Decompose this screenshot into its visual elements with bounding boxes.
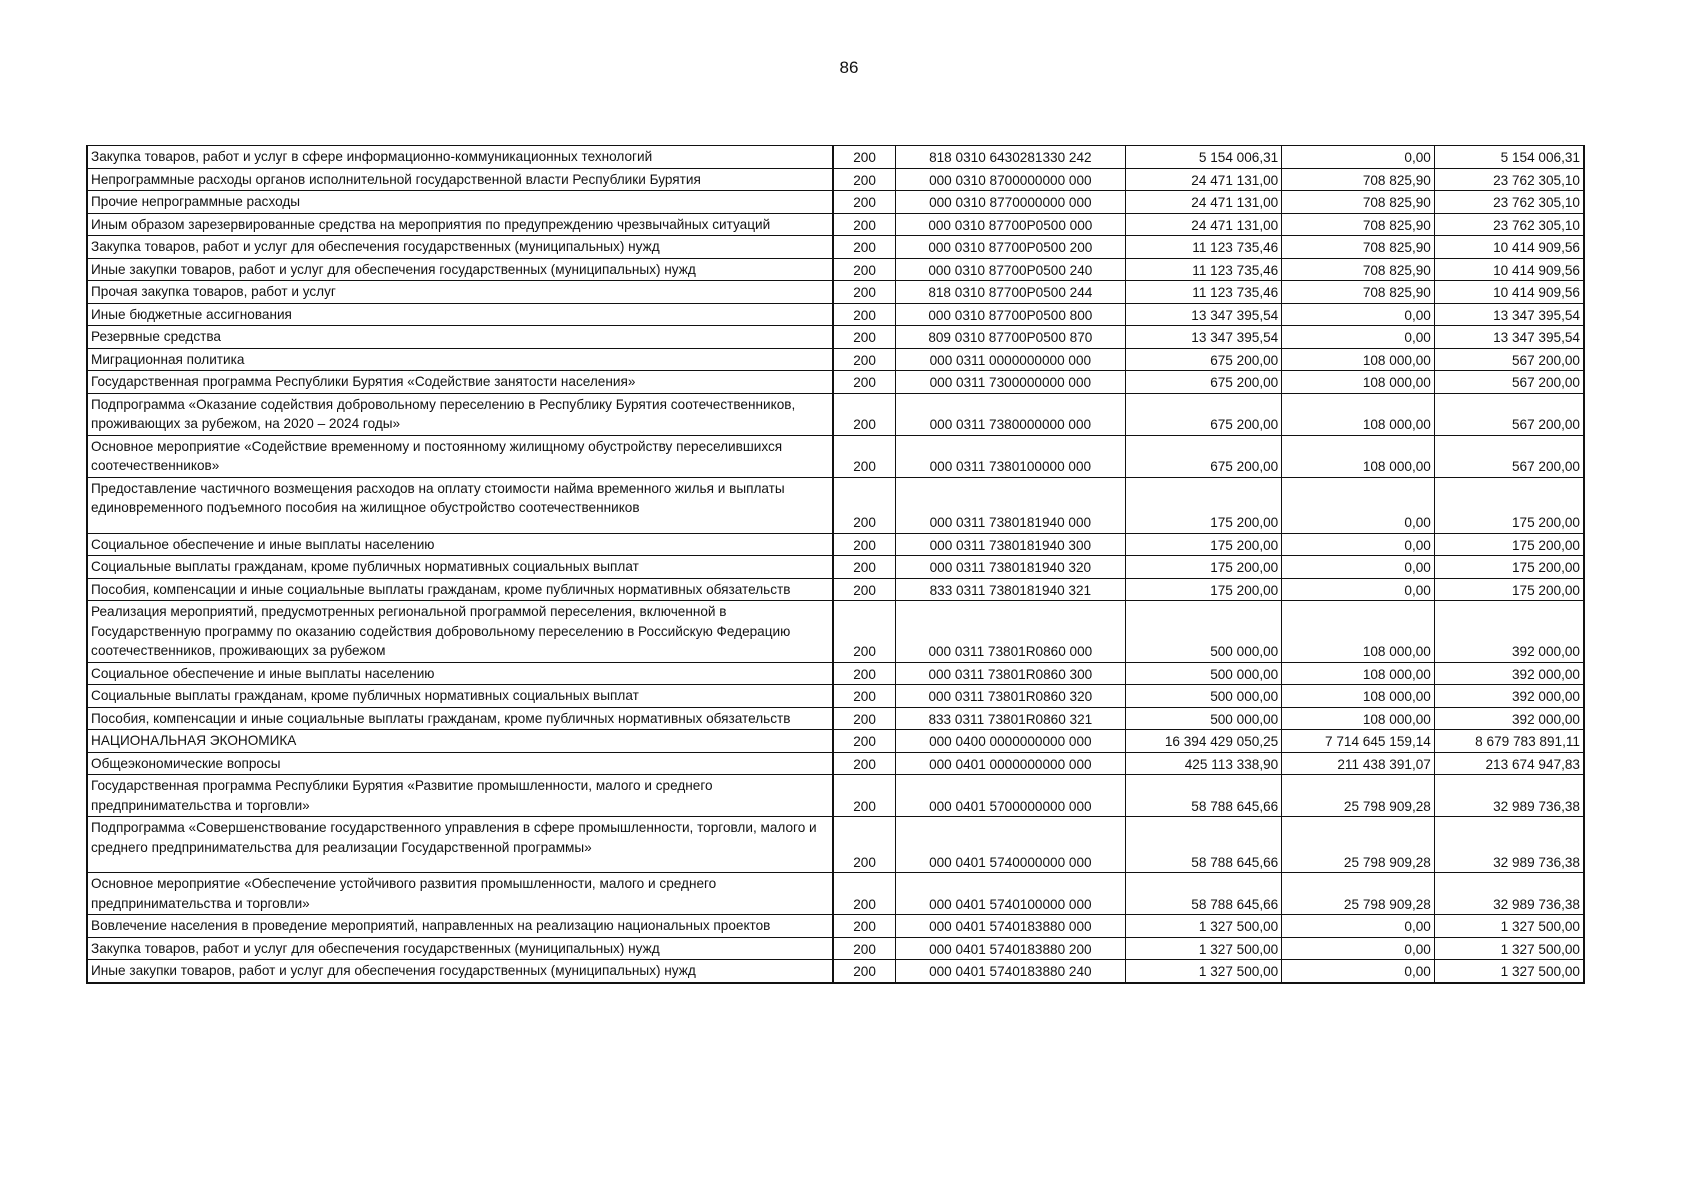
row-remaining-cell: 5 154 006,31 xyxy=(1434,146,1584,169)
row-remaining-cell: 8 679 783 891,11 xyxy=(1434,730,1584,753)
table-row xyxy=(87,685,1584,708)
row-executed-cell: 0,00 xyxy=(1282,477,1435,533)
row-classification-cell: 000 0311 7380100000 000 xyxy=(896,435,1125,477)
row-classification-cell: 818 0310 87700Р0500 244 xyxy=(896,281,1125,304)
row-approved-cell: 675 200,00 xyxy=(1125,393,1282,435)
row-approved-cell: 500 000,00 xyxy=(1125,685,1282,708)
row-remaining-cell: 13 347 395,54 xyxy=(1434,326,1584,349)
row-executed-cell: 108 000,00 xyxy=(1282,435,1435,477)
table-row xyxy=(87,707,1584,730)
row-name-cell: Реализация мероприятий, предусмотренных региональной программой переселения, включенной в Государственную программу по оказанию содействия добровольному переселению в Российскую Федерацию соотечественников, проживающих за рубежом xyxy=(87,601,833,663)
table-row xyxy=(87,873,1584,915)
row-approved-cell: 11 123 735,46 xyxy=(1125,258,1282,281)
row-name-cell: Иные бюджетные ассигнования xyxy=(87,303,833,326)
row-code-cell: 200 xyxy=(833,685,896,708)
row-executed-cell: 108 000,00 xyxy=(1282,662,1435,685)
row-remaining-cell: 23 762 305,10 xyxy=(1434,191,1584,214)
table-row xyxy=(87,730,1584,753)
row-classification-cell: 000 0401 5740183880 200 xyxy=(896,937,1125,960)
row-remaining-cell: 175 200,00 xyxy=(1434,556,1584,579)
row-code-cell: 200 xyxy=(833,578,896,601)
row-remaining-cell: 392 000,00 xyxy=(1434,685,1584,708)
row-approved-cell: 175 200,00 xyxy=(1125,477,1282,533)
row-classification-cell: 000 0310 8770000000 000 xyxy=(896,191,1125,214)
row-approved-cell: 500 000,00 xyxy=(1125,707,1282,730)
row-classification-cell: 833 0311 73801R0860 321 xyxy=(896,707,1125,730)
row-approved-cell: 175 200,00 xyxy=(1125,533,1282,556)
row-approved-cell: 5 154 006,31 xyxy=(1125,146,1282,169)
row-code-cell: 200 xyxy=(833,213,896,236)
row-executed-cell: 108 000,00 xyxy=(1282,685,1435,708)
row-remaining-cell: 567 200,00 xyxy=(1434,371,1584,394)
row-remaining-cell: 1 327 500,00 xyxy=(1434,960,1584,983)
row-approved-cell: 13 347 395,54 xyxy=(1125,303,1282,326)
row-name-cell: Иные закупки товаров, работ и услуг для обеспечения государственных (муниципальных) нужд xyxy=(87,258,833,281)
row-remaining-cell: 175 200,00 xyxy=(1434,477,1584,533)
row-executed-cell: 0,00 xyxy=(1282,326,1435,349)
row-code-cell: 200 xyxy=(833,348,896,371)
row-classification-cell: 000 0310 87700Р0500 000 xyxy=(896,213,1125,236)
row-classification-cell: 000 0401 5740000000 000 xyxy=(896,817,1125,873)
row-remaining-cell: 23 762 305,10 xyxy=(1434,168,1584,191)
row-approved-cell: 11 123 735,46 xyxy=(1125,281,1282,304)
row-remaining-cell: 1 327 500,00 xyxy=(1434,915,1584,938)
row-approved-cell: 675 200,00 xyxy=(1125,348,1282,371)
row-executed-cell: 0,00 xyxy=(1282,556,1435,579)
row-executed-cell: 0,00 xyxy=(1282,303,1435,326)
row-classification-cell: 000 0310 8700000000 000 xyxy=(896,168,1125,191)
row-classification-cell: 000 0310 87700Р0500 800 xyxy=(896,303,1125,326)
row-name-cell: Иным образом зарезервированные средства на мероприятия по предупреждению чрезвычайных ситуаций xyxy=(87,213,833,236)
row-executed-cell: 708 825,90 xyxy=(1282,168,1435,191)
row-executed-cell: 708 825,90 xyxy=(1282,281,1435,304)
row-code-cell: 200 xyxy=(833,707,896,730)
row-code-cell: 200 xyxy=(833,326,896,349)
row-classification-cell: 000 0311 7380000000 000 xyxy=(896,393,1125,435)
row-approved-cell: 58 788 645,66 xyxy=(1125,873,1282,915)
row-approved-cell: 175 200,00 xyxy=(1125,578,1282,601)
row-executed-cell: 0,00 xyxy=(1282,915,1435,938)
row-executed-cell: 25 798 909,28 xyxy=(1282,817,1435,873)
table-row xyxy=(87,937,1584,960)
row-code-cell: 200 xyxy=(833,556,896,579)
row-code-cell: 200 xyxy=(833,371,896,394)
table-row xyxy=(87,281,1584,304)
row-executed-cell: 708 825,90 xyxy=(1282,258,1435,281)
table-row xyxy=(87,775,1584,817)
row-remaining-cell: 213 674 947,83 xyxy=(1434,752,1584,775)
row-code-cell: 200 xyxy=(833,477,896,533)
row-classification-cell: 000 0400 0000000000 000 xyxy=(896,730,1125,753)
row-name-cell: Социальное обеспечение и иные выплаты населению xyxy=(87,662,833,685)
row-name-cell: Закупка товаров, работ и услуг для обеспечения государственных (муниципальных) нужд xyxy=(87,937,833,960)
row-remaining-cell: 567 200,00 xyxy=(1434,393,1584,435)
row-approved-cell: 675 200,00 xyxy=(1125,371,1282,394)
row-approved-cell: 24 471 131,00 xyxy=(1125,168,1282,191)
row-approved-cell: 24 471 131,00 xyxy=(1125,191,1282,214)
table-row xyxy=(87,191,1584,214)
table-row xyxy=(87,915,1584,938)
row-executed-cell: 0,00 xyxy=(1282,937,1435,960)
row-remaining-cell: 10 414 909,56 xyxy=(1434,258,1584,281)
table-row xyxy=(87,303,1584,326)
row-code-cell: 200 xyxy=(833,533,896,556)
row-executed-cell: 25 798 909,28 xyxy=(1282,775,1435,817)
row-remaining-cell: 392 000,00 xyxy=(1434,662,1584,685)
row-classification-cell: 000 0311 7380181940 300 xyxy=(896,533,1125,556)
row-code-cell: 200 xyxy=(833,435,896,477)
row-code-cell: 200 xyxy=(833,730,896,753)
row-code-cell: 200 xyxy=(833,258,896,281)
table-row xyxy=(87,393,1584,435)
row-executed-cell: 708 825,90 xyxy=(1282,191,1435,214)
table-row xyxy=(87,348,1584,371)
table-row xyxy=(87,168,1584,191)
table-row xyxy=(87,258,1584,281)
row-classification-cell: 000 0401 0000000000 000 xyxy=(896,752,1125,775)
row-code-cell: 200 xyxy=(833,393,896,435)
row-executed-cell: 108 000,00 xyxy=(1282,707,1435,730)
row-approved-cell: 11 123 735,46 xyxy=(1125,236,1282,259)
table-row xyxy=(87,533,1584,556)
row-code-cell: 200 xyxy=(833,281,896,304)
row-name-cell: НАЦИОНАЛЬНАЯ ЭКОНОМИКА xyxy=(87,730,833,753)
row-name-cell: Основное мероприятие «Обеспечение устойчивого развития промышленности, малого и среднего предпринимательства и торговли» xyxy=(87,873,833,915)
row-classification-cell: 000 0311 7300000000 000 xyxy=(896,371,1125,394)
row-code-cell: 200 xyxy=(833,236,896,259)
row-remaining-cell: 23 762 305,10 xyxy=(1434,213,1584,236)
row-code-cell: 200 xyxy=(833,915,896,938)
row-remaining-cell: 1 327 500,00 xyxy=(1434,937,1584,960)
row-classification-cell: 000 0401 5740183880 000 xyxy=(896,915,1125,938)
row-remaining-cell: 567 200,00 xyxy=(1434,348,1584,371)
row-classification-cell: 000 0311 73801R0860 300 xyxy=(896,662,1125,685)
row-classification-cell: 000 0311 7380181940 000 xyxy=(896,477,1125,533)
row-classification-cell: 809 0310 87700Р0500 870 xyxy=(896,326,1125,349)
row-approved-cell: 1 327 500,00 xyxy=(1125,937,1282,960)
row-remaining-cell: 10 414 909,56 xyxy=(1434,281,1584,304)
row-remaining-cell: 32 989 736,38 xyxy=(1434,817,1584,873)
row-executed-cell: 0,00 xyxy=(1282,960,1435,983)
row-executed-cell: 0,00 xyxy=(1282,146,1435,169)
row-classification-cell: 000 0310 87700Р0500 240 xyxy=(896,258,1125,281)
page-number: 86 xyxy=(839,58,859,77)
row-name-cell: Пособия, компенсации и иные социальные выплаты гражданам, кроме публичных нормативных обязательств xyxy=(87,707,833,730)
row-approved-cell: 1 327 500,00 xyxy=(1125,960,1282,983)
row-approved-cell: 425 113 338,90 xyxy=(1125,752,1282,775)
row-executed-cell: 108 000,00 xyxy=(1282,348,1435,371)
row-code-cell: 200 xyxy=(833,601,896,663)
row-remaining-cell: 175 200,00 xyxy=(1434,578,1584,601)
row-code-cell: 200 xyxy=(833,775,896,817)
row-classification-cell: 818 0310 6430281330 242 xyxy=(896,146,1125,169)
table-row xyxy=(87,601,1584,663)
row-executed-cell: 708 825,90 xyxy=(1282,236,1435,259)
row-name-cell: Непрограммные расходы органов исполнительной государственной власти Республики Бурятия xyxy=(87,168,833,191)
row-code-cell: 200 xyxy=(833,191,896,214)
row-name-cell: Основное мероприятие «Содействие временному и постоянному жилищному обустройству переселившихся соотечественников» xyxy=(87,435,833,477)
row-name-cell: Социальное обеспечение и иные выплаты населению xyxy=(87,533,833,556)
table-row xyxy=(87,477,1584,533)
row-executed-cell: 0,00 xyxy=(1282,578,1435,601)
row-code-cell: 200 xyxy=(833,873,896,915)
row-approved-cell: 58 788 645,66 xyxy=(1125,775,1282,817)
row-code-cell: 200 xyxy=(833,937,896,960)
row-remaining-cell: 392 000,00 xyxy=(1434,601,1584,663)
table-row xyxy=(87,371,1584,394)
row-approved-cell: 500 000,00 xyxy=(1125,601,1282,663)
row-name-cell: Пособия, компенсации и иные социальные выплаты гражданам, кроме публичных нормативных обязательств xyxy=(87,578,833,601)
row-executed-cell: 7 714 645 159,14 xyxy=(1282,730,1435,753)
row-executed-cell: 211 438 391,07 xyxy=(1282,752,1435,775)
row-approved-cell: 500 000,00 xyxy=(1125,662,1282,685)
row-executed-cell: 0,00 xyxy=(1282,533,1435,556)
table-row xyxy=(87,236,1584,259)
table-row xyxy=(87,960,1584,983)
table-row xyxy=(87,326,1584,349)
row-remaining-cell: 32 989 736,38 xyxy=(1434,775,1584,817)
row-approved-cell: 24 471 131,00 xyxy=(1125,213,1282,236)
table-row xyxy=(87,146,1584,169)
row-name-cell: Миграционная политика xyxy=(87,348,833,371)
row-code-cell: 200 xyxy=(833,817,896,873)
row-name-cell: Государственная программа Республики Бурятия «Содействие занятости населения» xyxy=(87,371,833,394)
row-code-cell: 200 xyxy=(833,960,896,983)
row-name-cell: Государственная программа Республики Бурятия «Развитие промышленности, малого и среднего предпринимательства и торговли» xyxy=(87,775,833,817)
row-executed-cell: 108 000,00 xyxy=(1282,393,1435,435)
row-classification-cell: 000 0311 73801R0860 320 xyxy=(896,685,1125,708)
row-executed-cell: 108 000,00 xyxy=(1282,371,1435,394)
row-name-cell: Подпрограмма «Оказание содействия добровольному переселению в Республику Бурятия соотечественников, проживающих за рубежом, на 2020 – 2024 годы» xyxy=(87,393,833,435)
row-code-cell: 200 xyxy=(833,303,896,326)
row-name-cell: Социальные выплаты гражданам, кроме публичных нормативных социальных выплат xyxy=(87,556,833,579)
row-remaining-cell: 175 200,00 xyxy=(1434,533,1584,556)
row-classification-cell: 000 0311 73801R0860 000 xyxy=(896,601,1125,663)
table-row xyxy=(87,662,1584,685)
row-remaining-cell: 13 347 395,54 xyxy=(1434,303,1584,326)
row-approved-cell: 1 327 500,00 xyxy=(1125,915,1282,938)
table-row xyxy=(87,578,1584,601)
row-classification-cell: 833 0311 7380181940 321 xyxy=(896,578,1125,601)
row-executed-cell: 108 000,00 xyxy=(1282,601,1435,663)
table-row xyxy=(87,817,1584,873)
row-classification-cell: 000 0311 7380181940 320 xyxy=(896,556,1125,579)
row-name-cell: Прочие непрограммные расходы xyxy=(87,191,833,214)
row-name-cell: Прочая закупка товаров, работ и услуг xyxy=(87,281,833,304)
row-executed-cell: 708 825,90 xyxy=(1282,213,1435,236)
table-row xyxy=(87,213,1584,236)
row-remaining-cell: 567 200,00 xyxy=(1434,435,1584,477)
row-code-cell: 200 xyxy=(833,752,896,775)
row-remaining-cell: 32 989 736,38 xyxy=(1434,873,1584,915)
row-classification-cell: 000 0311 0000000000 000 xyxy=(896,348,1125,371)
row-remaining-cell: 392 000,00 xyxy=(1434,707,1584,730)
row-approved-cell: 13 347 395,54 xyxy=(1125,326,1282,349)
row-executed-cell: 25 798 909,28 xyxy=(1282,873,1435,915)
row-approved-cell: 58 788 645,66 xyxy=(1125,817,1282,873)
row-name-cell: Предоставление частичного возмещения расходов на оплату стоимости найма временного жилья и выплаты единовременного подъемного пособия на жилищное обустройство соотечественников xyxy=(87,477,833,533)
row-approved-cell: 16 394 429 050,25 xyxy=(1125,730,1282,753)
row-approved-cell: 175 200,00 xyxy=(1125,556,1282,579)
budget-execution-table xyxy=(86,145,1585,984)
row-name-cell: Общеэкономические вопросы xyxy=(87,752,833,775)
row-classification-cell: 000 0310 87700Р0500 200 xyxy=(896,236,1125,259)
row-name-cell: Социальные выплаты гражданам, кроме публичных нормативных социальных выплат xyxy=(87,685,833,708)
row-classification-cell: 000 0401 5740100000 000 xyxy=(896,873,1125,915)
row-name-cell: Иные закупки товаров, работ и услуг для обеспечения государственных (муниципальных) нужд xyxy=(87,960,833,983)
row-name-cell: Вовлечение населения в проведение мероприятий, направленных на реализацию национальных проектов xyxy=(87,915,833,938)
row-classification-cell: 000 0401 5700000000 000 xyxy=(896,775,1125,817)
row-name-cell: Закупка товаров, работ и услуг в сфере информационно-коммуникационных технологий xyxy=(87,146,833,169)
row-code-cell: 200 xyxy=(833,146,896,169)
table-row xyxy=(87,752,1584,775)
table-row xyxy=(87,556,1584,579)
row-code-cell: 200 xyxy=(833,662,896,685)
row-remaining-cell: 10 414 909,56 xyxy=(1434,236,1584,259)
row-code-cell: 200 xyxy=(833,168,896,191)
row-name-cell: Резервные средства xyxy=(87,326,833,349)
table-row xyxy=(87,435,1584,477)
row-name-cell: Подпрограмма «Совершенствование государственного управления в сфере промышленности, торговли, малого и среднего предпринимательства для реализации Государственной программы» xyxy=(87,817,833,873)
row-name-cell: Закупка товаров, работ и услуг для обеспечения государственных (муниципальных) нужд xyxy=(87,236,833,259)
row-classification-cell: 000 0401 5740183880 240 xyxy=(896,960,1125,983)
row-approved-cell: 675 200,00 xyxy=(1125,435,1282,477)
